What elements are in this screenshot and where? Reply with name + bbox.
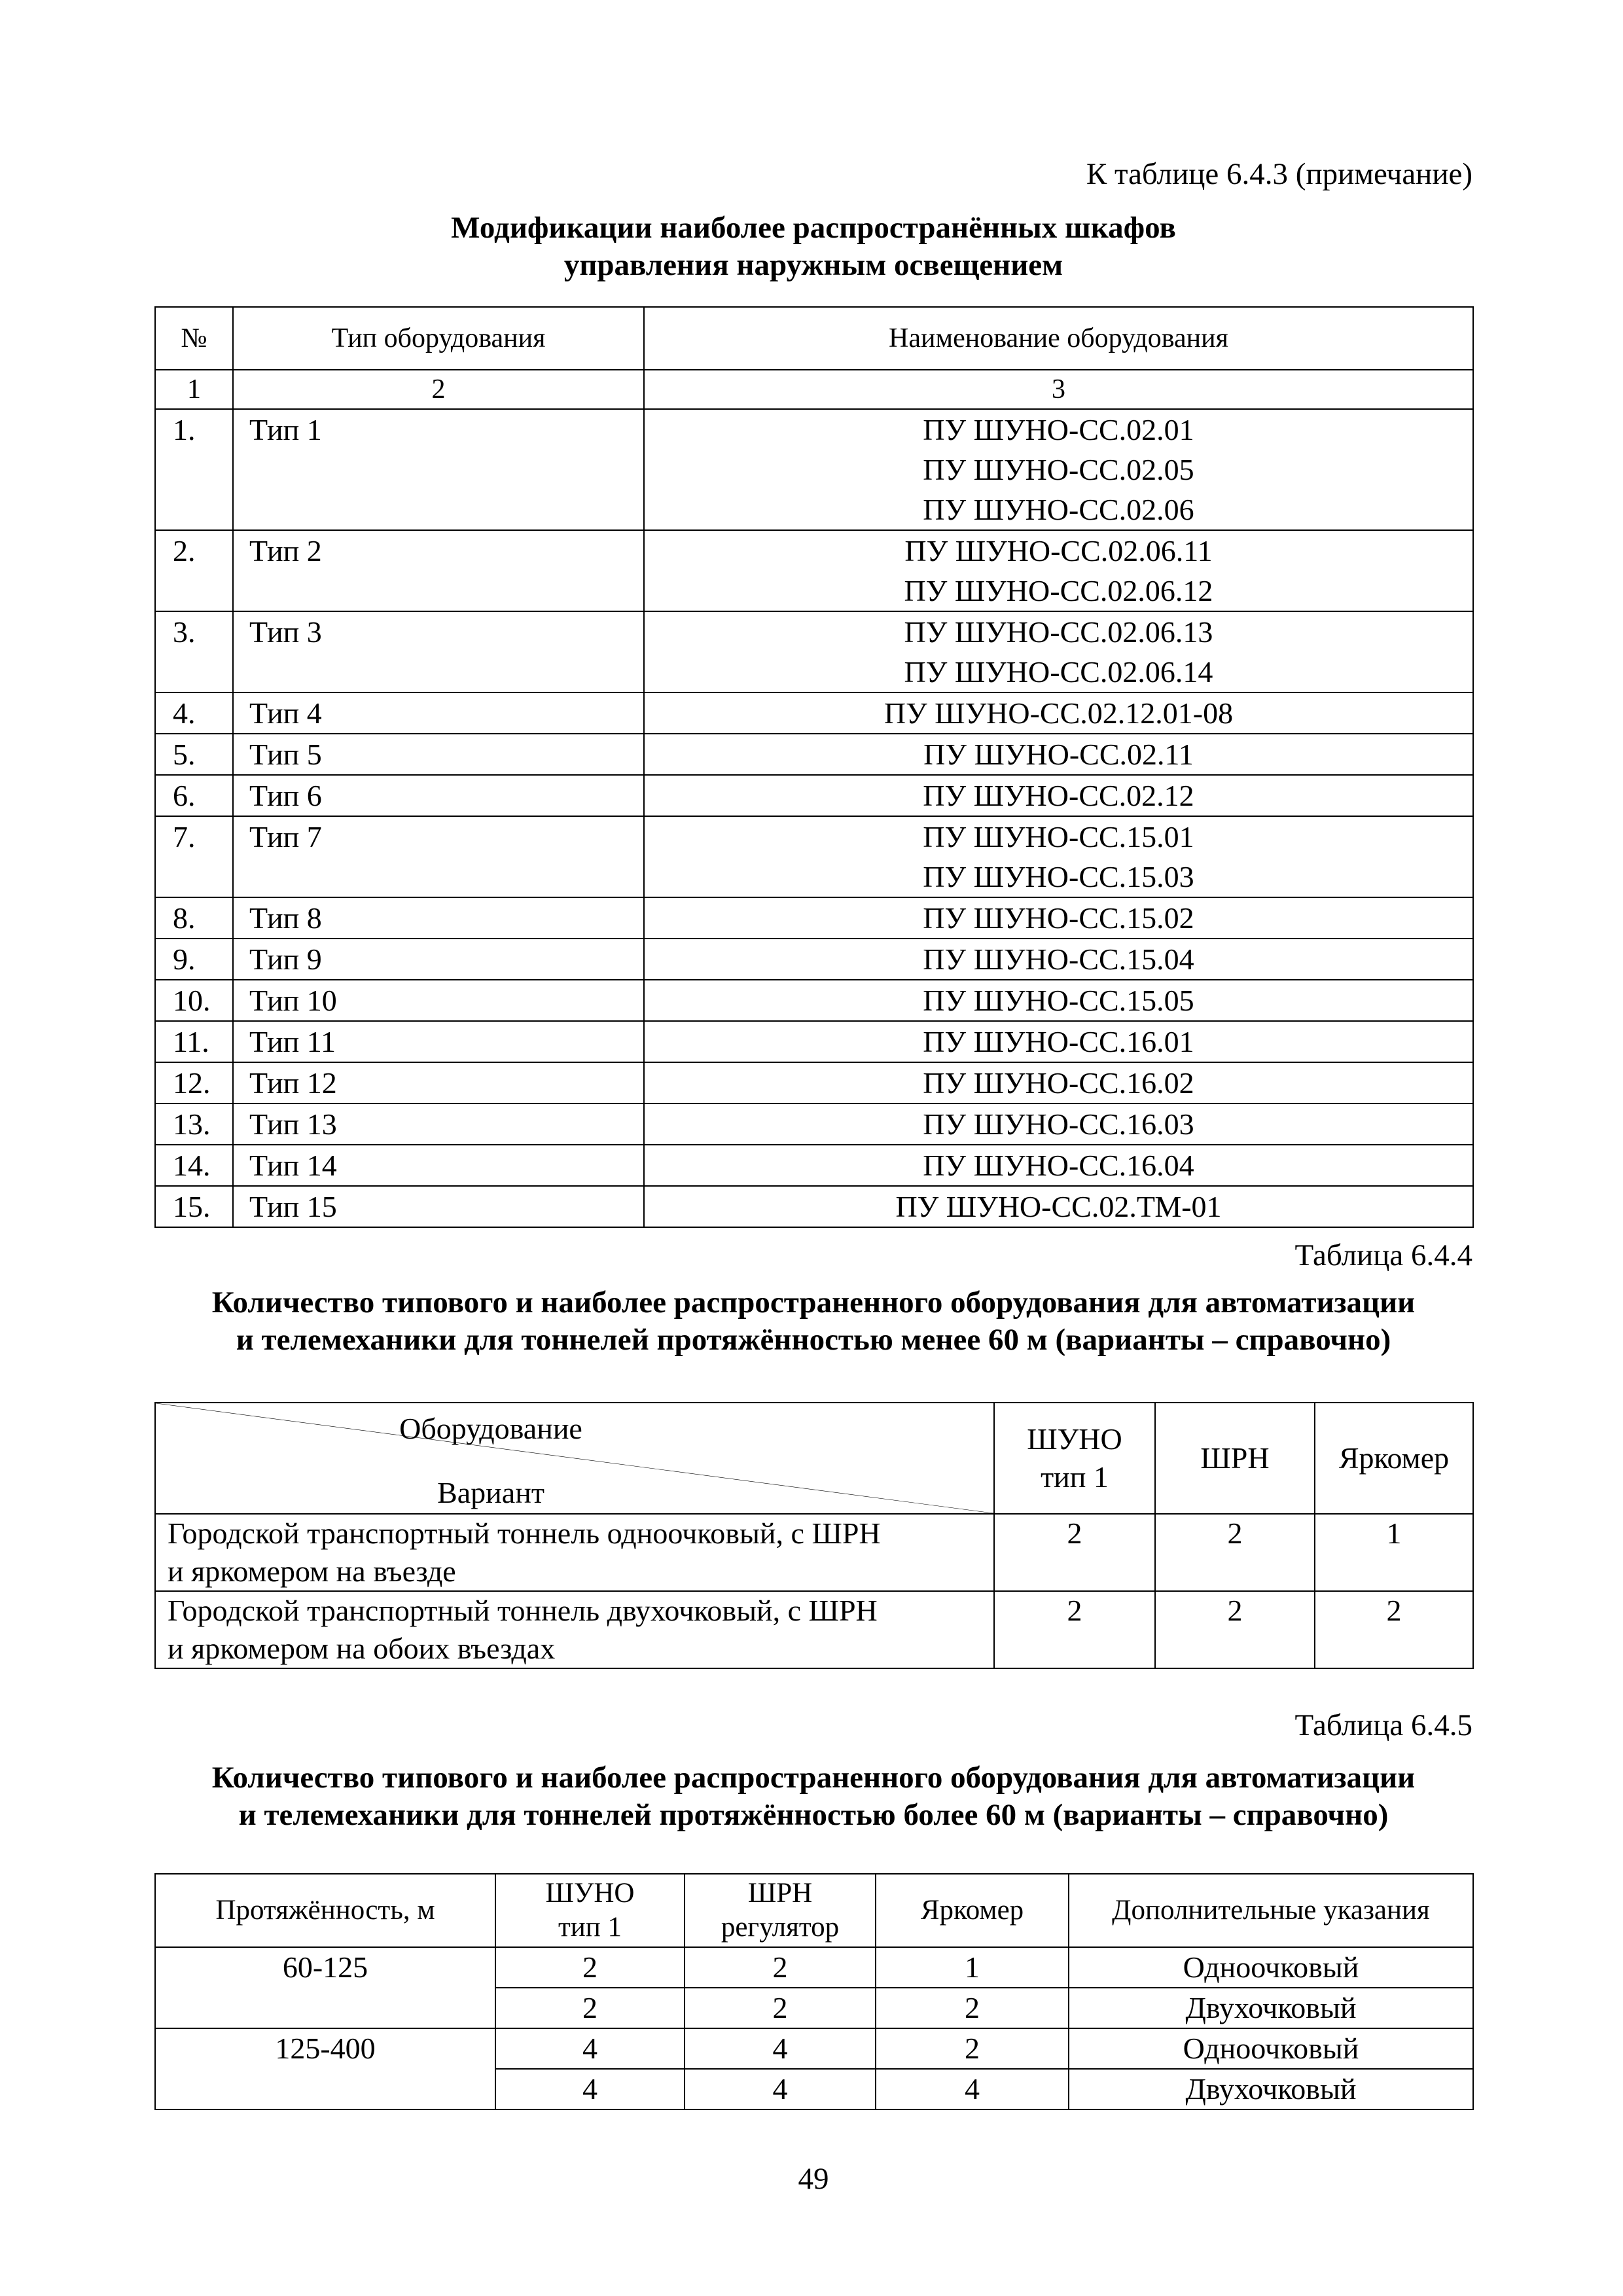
equipment-names <box>644 530 1473 611</box>
table-header-row <box>155 1874 1473 1947</box>
yarkomer-count: 1 <box>1315 1514 1473 1591</box>
table-row <box>155 939 1473 980</box>
header-shuno-line: тип 1 <box>558 1912 622 1943</box>
table-row <box>155 1186 1473 1227</box>
row-number: 9. <box>155 939 233 980</box>
row-number: 6. <box>155 775 233 816</box>
equipment-type: Тип 12 <box>233 1062 644 1103</box>
equipment-names <box>644 1145 1473 1186</box>
header-shrn: ШРН <box>1155 1403 1315 1514</box>
column-number: 2 <box>233 370 644 409</box>
variant-description-line: и яркомером на въезде <box>168 1554 456 1588</box>
shrn-count: 2 <box>1155 1514 1315 1591</box>
yarkomer-count: 2 <box>876 2028 1069 2069</box>
equipment-name: ПУ ШУНО-СС.02.06 <box>923 493 1194 526</box>
column-numbers-row <box>155 370 1473 409</box>
equipment-name: ПУ ШУНО-СС.02.12 <box>923 779 1194 812</box>
equipment-name: ПУ ШУНО-СС.02.05 <box>923 453 1194 486</box>
table-row <box>155 2028 1473 2069</box>
table-row <box>155 897 1473 939</box>
row-number: 4. <box>155 692 233 734</box>
equipment-name: ПУ ШУНО-СС.15.03 <box>923 860 1194 893</box>
length-range: 125-400 <box>155 2028 495 2109</box>
short-tunnel-equipment-table <box>154 1402 1474 1669</box>
equipment-type: Тип 8 <box>233 897 644 939</box>
column-number: 3 <box>644 370 1473 409</box>
table3-label: Таблица 6.4.5 <box>1294 1708 1472 1742</box>
table-row <box>155 692 1473 734</box>
equipment-name: ПУ ШУНО-СС.16.03 <box>923 1107 1194 1141</box>
table2-title-line: и телемеханики для тоннелей протяжённостью менее 60 м (варианты – справочно) <box>236 1323 1391 1357</box>
equipment-names <box>644 409 1473 530</box>
additional-note: Одноочковый <box>1069 2028 1473 2069</box>
equipment-name: ПУ ШУНО-СС.02.01 <box>923 413 1194 446</box>
header-number: № <box>155 307 233 370</box>
equipment-names <box>644 692 1473 734</box>
diag-header-equipment: Оборудование <box>399 1412 582 1445</box>
table-row <box>155 611 1473 692</box>
document-page <box>154 0 1472 2296</box>
table1-title <box>154 209 1472 284</box>
equipment-name: ПУ ШУНО-СС.02.12.01-08 <box>883 696 1234 730</box>
variant-description-line: и яркомером на обоих въездах <box>168 1632 556 1665</box>
variant-description-line: Городской транспортный тоннель одноочковый, с ШРН <box>168 1516 881 1550</box>
table-row <box>155 1062 1473 1103</box>
equipment-names <box>644 939 1473 980</box>
table1-title-line: управления наружным освещением <box>563 248 1063 282</box>
equipment-names <box>644 1186 1473 1227</box>
equipment-names <box>644 1062 1473 1103</box>
shuno-count: 2 <box>994 1514 1155 1591</box>
table-header-row <box>155 307 1473 370</box>
equipment-name: ПУ ШУНО-СС.16.04 <box>923 1149 1194 1182</box>
long-tunnel-equipment-table <box>154 1873 1474 2110</box>
column-number: 1 <box>155 370 233 409</box>
equipment-type: Тип 15 <box>233 1186 644 1227</box>
header-shuno-line: тип 1 <box>1041 1460 1109 1494</box>
equipment-name: ПУ ШУНО-СС.02.06.11 <box>904 534 1213 567</box>
equipment-names <box>644 1103 1473 1145</box>
table-row <box>155 775 1473 816</box>
row-number: 2. <box>155 530 233 611</box>
equipment-name: ПУ ШУНО-СС.15.02 <box>923 901 1194 935</box>
table2-label: Таблица 6.4.4 <box>1294 1238 1472 1272</box>
header-length: Протяжённость, м <box>155 1874 495 1947</box>
variant-description-line: Городской транспортный тоннель двухочковый, с ШРН <box>168 1594 878 1627</box>
table-row <box>155 1947 1473 1988</box>
equipment-type: Тип 7 <box>233 816 644 897</box>
table-row <box>155 409 1473 530</box>
equipment-type: Тип 5 <box>233 734 644 775</box>
equipment-name: ПУ ШУНО-СС.02.ТМ-01 <box>895 1190 1222 1223</box>
additional-note: Двухочковый <box>1069 1988 1473 2028</box>
shuno-count: 2 <box>495 1988 685 2028</box>
table-row <box>155 816 1473 897</box>
row-number: 5. <box>155 734 233 775</box>
row-number: 7. <box>155 816 233 897</box>
row-number: 3. <box>155 611 233 692</box>
equipment-type: Тип 10 <box>233 980 644 1021</box>
row-number: 15. <box>155 1186 233 1227</box>
row-number: 14. <box>155 1145 233 1186</box>
row-number: 13. <box>155 1103 233 1145</box>
equipment-type: Тип 13 <box>233 1103 644 1145</box>
equipment-name: ПУ ШУНО-СС.02.11 <box>923 738 1194 771</box>
table-note-label: К таблице 6.4.3 (примечание) <box>1086 157 1472 191</box>
header-notes: Дополнительные указания <box>1069 1874 1473 1947</box>
equipment-names <box>644 980 1473 1021</box>
equipment-names <box>644 775 1473 816</box>
yarkomer-count: 2 <box>1315 1591 1473 1668</box>
table3-title <box>154 1759 1472 1834</box>
header-equipment-name: Наименование оборудования <box>644 307 1473 370</box>
additional-note: Одноочковый <box>1069 1947 1473 1988</box>
header-shrn-line: ШРН <box>747 1878 813 1909</box>
additional-note: Двухочковый <box>1069 2069 1473 2109</box>
shuno-count: 2 <box>495 1947 685 1988</box>
row-number: 11. <box>155 1021 233 1062</box>
variant-description <box>155 1514 994 1591</box>
equipment-type: Тип 14 <box>233 1145 644 1186</box>
table1-title-line: Модификации наиболее распространённых шкафов <box>451 211 1176 245</box>
row-number: 12. <box>155 1062 233 1103</box>
page-number: 49 <box>798 2162 829 2196</box>
equipment-names <box>644 816 1473 897</box>
shrn-count: 2 <box>685 1988 876 2028</box>
yarkomer-count: 4 <box>876 2069 1069 2109</box>
equipment-names <box>644 734 1473 775</box>
table-row <box>155 1514 1473 1591</box>
diagonal-header-cell <box>155 1403 994 1514</box>
table3-title-line: и телемеханики для тоннелей протяжённостью более 60 м (варианты – справочно) <box>238 1798 1389 1832</box>
header-shuno <box>994 1403 1155 1514</box>
equipment-name: ПУ ШУНО-СС.15.04 <box>923 942 1194 976</box>
equipment-name: ПУ ШУНО-СС.15.01 <box>923 820 1194 853</box>
variant-description <box>155 1591 994 1668</box>
table-row <box>155 1103 1473 1145</box>
equipment-names <box>644 611 1473 692</box>
table2-title-line: Количество типового и наиболее распространенного оборудования для автоматизации <box>211 1285 1416 1319</box>
row-number: 10. <box>155 980 233 1021</box>
equipment-type: Тип 11 <box>233 1021 644 1062</box>
row-number: 8. <box>155 897 233 939</box>
shuno-count: 4 <box>495 2069 685 2109</box>
table3-title-line: Количество типового и наиболее распространенного оборудования для автоматизации <box>211 1761 1416 1795</box>
shrn-count: 4 <box>685 2028 876 2069</box>
length-range: 60-125 <box>155 1947 495 2028</box>
header-yarkomer: Яркомер <box>1315 1403 1473 1514</box>
header-shrn-line: регулятор <box>721 1912 840 1943</box>
equipment-names <box>644 1021 1473 1062</box>
header-shuno <box>495 1874 685 1947</box>
header-yarkomer: Яркомер <box>876 1874 1069 1947</box>
equipment-name: ПУ ШУНО-СС.16.02 <box>923 1066 1194 1100</box>
equipment-name: ПУ ШУНО-СС.15.05 <box>923 984 1194 1017</box>
row-number: 1. <box>155 409 233 530</box>
shuno-count: 4 <box>495 2028 685 2069</box>
table-row <box>155 980 1473 1021</box>
shuno-count: 2 <box>994 1591 1155 1668</box>
header-shuno-line: ШУНО <box>1027 1422 1122 1456</box>
table-row <box>155 530 1473 611</box>
cabinet-modifications-table <box>154 306 1474 1228</box>
equipment-type: Тип 6 <box>233 775 644 816</box>
diag-header-variant: Вариант <box>437 1476 544 1509</box>
equipment-type: Тип 2 <box>233 530 644 611</box>
table-row <box>155 1591 1473 1668</box>
equipment-name: ПУ ШУНО-СС.02.06.13 <box>904 615 1213 649</box>
shrn-count: 4 <box>685 2069 876 2109</box>
equipment-type: Тип 1 <box>233 409 644 530</box>
header-equipment-type: Тип оборудования <box>233 307 644 370</box>
equipment-type: Тип 9 <box>233 939 644 980</box>
shrn-count: 2 <box>685 1947 876 1988</box>
table-row <box>155 1145 1473 1186</box>
table-row <box>155 1021 1473 1062</box>
equipment-name: ПУ ШУНО-СС.02.06.12 <box>904 574 1213 607</box>
equipment-name: ПУ ШУНО-СС.16.01 <box>923 1025 1194 1058</box>
header-shrn-regulator <box>685 1874 876 1947</box>
table-row <box>155 734 1473 775</box>
equipment-type: Тип 3 <box>233 611 644 692</box>
equipment-name: ПУ ШУНО-СС.02.06.14 <box>904 655 1213 689</box>
yarkomer-count: 2 <box>876 1988 1069 2028</box>
equipment-type: Тип 4 <box>233 692 644 734</box>
shrn-count: 2 <box>1155 1591 1315 1668</box>
header-shuno-line: ШУНО <box>545 1878 635 1909</box>
table2-title <box>154 1284 1472 1359</box>
table-header-row <box>155 1403 1473 1514</box>
yarkomer-count: 1 <box>876 1947 1069 1988</box>
equipment-names <box>644 897 1473 939</box>
